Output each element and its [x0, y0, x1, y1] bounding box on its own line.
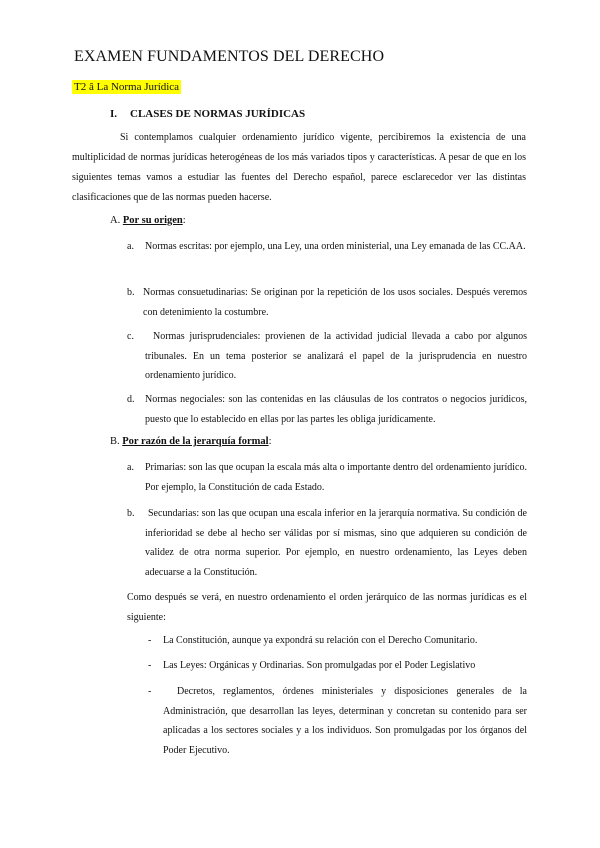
- document-title: EXAMEN FUNDAMENTOS DEL DERECHO: [74, 48, 385, 65]
- list-item: Normas negociales: son las contenidas en las cláusulas de los contratos o negocios jurídicos, puesto que lo establecido en ellas por las partes les obliga jurídicamente.: [145, 394, 527, 425]
- bullet-item: La Constitución, aunque ya expondrá su relación con el Derecho Comunitario.: [163, 635, 478, 646]
- list-item-marker: b.: [127, 287, 135, 298]
- list-item-marker: b.: [127, 508, 135, 519]
- bullet-item: Las Leyes: Orgánicas y Ordinarias. Son promulgadas por el Poder Legislativo: [163, 660, 476, 671]
- list-item-marker: a.: [127, 241, 134, 252]
- subsection-a-letter: A.: [110, 215, 121, 226]
- bullet-marker: -: [148, 635, 152, 646]
- hierarchy-intro-paragraph: Como después se verá, en nuestro ordenamiento el orden jerárquico de las normas jurídicas es el siguiente:: [127, 592, 527, 623]
- subsection-b-letter: B.: [110, 436, 120, 447]
- bullet-item: Decretos, reglamentos, órdenes ministeriales y disposiciones generales de la Administración, que desarrollan las leyes, determinan y concretan su contenido para ser aplicadas a los sectores sociales y a los individuos. Son promulgadas por los órganos del Poder Ejecutivo.: [163, 686, 527, 756]
- subsection-a-label: Por su origen: [122, 215, 183, 226]
- topic-subtitle-highlight: T2 â La Norma Jurídica: [74, 81, 180, 93]
- list-item-marker: c.: [127, 331, 134, 342]
- subsection-b-heading: [110, 436, 271, 447]
- intro-paragraph: Si contemplamos cualquier ordenamiento jurídico vigente, percibiremos la existencia de una multiplicidad de normas jurídicas heterogéneas de los más variados tipos y características. A pesar de que en los siguientes temas vamos a estudiar las fuentes del Derecho español, parece esclarecedor ver las distintas clasificaciones que de las normas pueden hacerse.: [72, 132, 526, 203]
- subsection-b-label: Por razón de la jerarquía formal: [122, 436, 269, 447]
- subsection-a-heading: [110, 215, 186, 226]
- section-heading: [110, 108, 305, 120]
- bullet-marker: -: [148, 686, 152, 697]
- subsection-b-suffix: :: [268, 436, 272, 447]
- list-item: Normas consuetudinarias: Se originan por la repetición de los usos sociales. Después veremos con detenimiento la costumbre.: [143, 287, 527, 318]
- bullet-marker: -: [148, 660, 152, 671]
- subsection-a-suffix: :: [182, 215, 186, 226]
- list-item: Secundarias: son las que ocupan una escala inferior en la jerarquía normativa. Su condición de inferioridad se debe al hecho ser válidas por sí mismas, sino que adquieren su condición de validez de otra norma superior. Por ejemplo, en nuestro ordenamiento, las Leyes deben adecuarse a la Constitución.: [145, 508, 527, 578]
- section-title: CLASES DE NORMAS JURÍDICAS: [130, 108, 306, 120]
- list-item: Normas jurisprudenciales: provienen de la actividad judicial llevada a cabo por algunos tribunales. En un tema posterior se analizará el papel de la jurisprudencia en nuestro ordenamiento jurídico.: [145, 331, 527, 381]
- list-item-marker: d.: [127, 394, 135, 405]
- section-number: I.: [110, 108, 118, 120]
- list-item: Normas escritas: por ejemplo, una Ley, una orden ministerial, una Ley emanada de las CC.AA.: [145, 241, 526, 252]
- list-item: Primarias: son las que ocupan la escala más alta o importante dentro del ordenamiento jurídico. Por ejemplo, la Constitución de cada Estado.: [145, 462, 527, 493]
- list-item-marker: a.: [127, 462, 134, 473]
